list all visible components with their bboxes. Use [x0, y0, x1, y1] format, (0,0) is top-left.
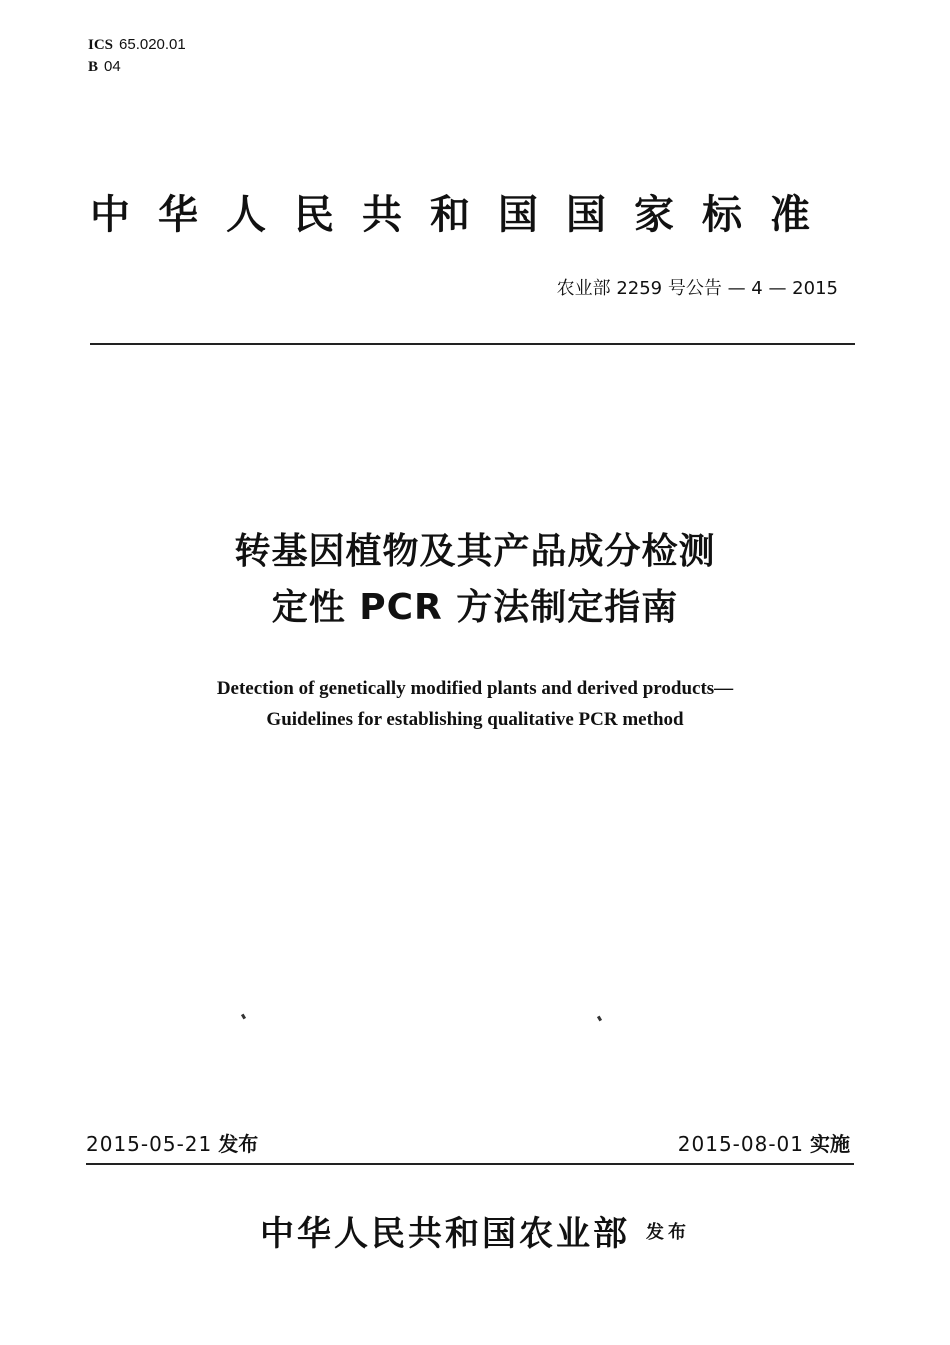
implementation-date-line	[678, 1130, 850, 1158]
footer-divider	[86, 1163, 854, 1165]
english-title	[0, 673, 950, 735]
classification-codes	[88, 34, 186, 78]
english-title-line-2: Guidelines for establishing qualitative PCR method	[266, 709, 684, 730]
national-standard-title: 中华人民共和国国家标准	[90, 192, 838, 238]
ics-row	[88, 34, 186, 56]
scan-speck	[241, 1014, 246, 1020]
scan-speck	[597, 1016, 602, 1022]
header-divider	[90, 343, 855, 345]
issuer-line	[0, 1206, 950, 1255]
issuer-label: 发布	[646, 1221, 690, 1243]
ccs-row	[88, 56, 186, 78]
chinese-title-line-2: 定性 PCR 方法制定指南	[271, 587, 679, 628]
ccs-label: B	[88, 59, 99, 75]
issuer-name: 中华人民共和国农业部	[260, 1214, 630, 1254]
standard-number: 农业部 2259 号公告 — 4 — 2015	[556, 278, 838, 299]
ics-label: ICS	[88, 37, 114, 53]
chinese-title-line-1: 转基因植物及其产品成分检测	[234, 531, 716, 572]
implementation-date: 2015-08-01	[677, 1132, 804, 1156]
chinese-title	[0, 524, 950, 636]
implementation-label: 实施	[810, 1132, 850, 1156]
ics-code: 65.020.01	[119, 36, 186, 53]
issue-date-line	[86, 1130, 258, 1158]
issue-label: 发布	[218, 1132, 259, 1156]
issue-date: 2015-05-21	[86, 1132, 213, 1156]
english-title-line-1: Detection of genetically modified plants and derived products—	[216, 678, 734, 699]
ccs-code: 04	[104, 58, 121, 75]
